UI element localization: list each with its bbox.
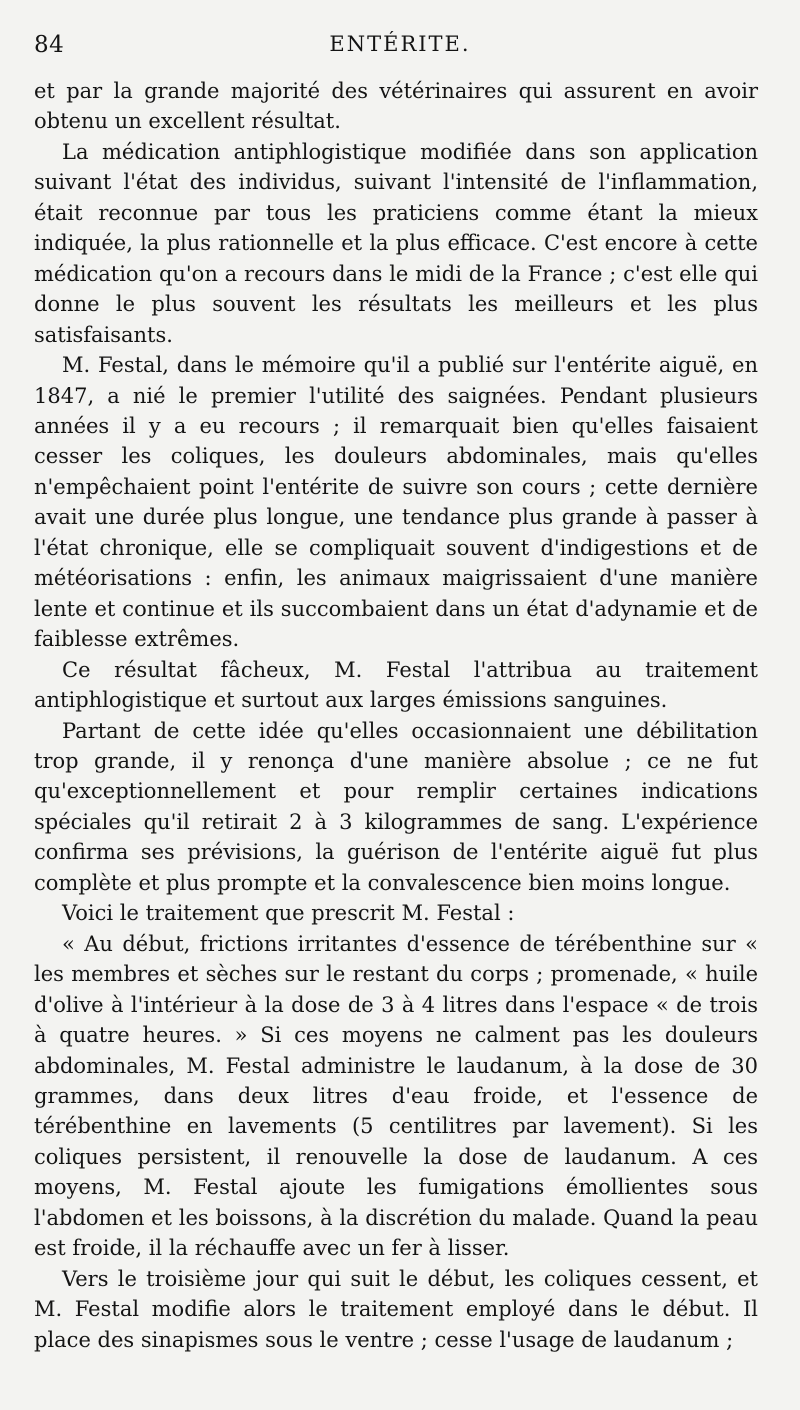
paragraph-treatment-intro: Voici le traitement que prescrit M. Festal : [62, 901, 515, 926]
paragraph-antiphlogistic-medication: La médication antiphlogistique modifiée dans son application suivant l'état des individus, suivant l'intensité de l'inflammation, était reconnue par tous les praticiens comme étant la mieux indiquée, la plus rationnelle et la plus efficace. C'est encore à cette médication qu'on a recours dans le midi de la France ; c'est elle qui donne le plus souvent les résultats les meilleurs et les plus satisfaisants. [34, 139, 758, 347]
paragraph-continuation: et par la grande majorité des vétérinaires qui assurent en avoir obtenu un excellent résultat. [34, 79, 758, 134]
page-header [34, 32, 766, 60]
page-number: 84 [34, 32, 65, 58]
paragraph-debilitation: Partant de cette idée qu'elles occasionnaient une débilitation trop grande, il y renonça d'une manière absolue ; ce ne fut qu'exceptionnellement et pour remplir certaines indications spéciales qu'il retirait 2 à 3 kilogrammes de sang. L'expérience confirma ses prévisions, la guérison de l'entérite aiguë fut plus complète et plus prompte et la convalescence bien moins longue. [34, 718, 758, 895]
paragraph-festal-memoir: M. Festal, dans le mémoire qu'il a publié sur l'entérite aiguë, en 1847, a nié le premier l'utilité des saignées. Pendant plusieurs années il y a eu recours ; il remarquait bien qu'elles faisaient cesser les coliques, les douleurs abdominales, mais qu'elles n'empêchaient point l'entérite de suivre son cours ; cette dernière avait une durée plus longue, une tendance plus grande à passer à l'état chronique, elle se compliquait souvent d'indigestions et de météorisations : enfin, les animaux maigrissaient d'une manière lente et continue et ils succombaient dans un état d'adynamie et de faiblesse extrêmes. [34, 353, 758, 652]
body-text [34, 76, 758, 1355]
paragraph-treatment-quote: « Au début, frictions irritantes d'essence de térébenthine sur « les membres et sèches sur le restant du corps ; promenade, « huile d'olive à l'intérieur à la dose de 3 à 4 litres dans l'espace « de trois à quatre heures. » Si ces moyens ne calment pas les douleurs abdominales, M. Festal administre le laudanum, à la dose de 30 grammes, dans deux litres d'eau froide, et l'essence de térébenthine en lavements (5 centilitres par lavement). Si les coliques persistent, il renouvelle la dose de laudanum. A ces moyens, M. Festal ajoute les fumigations émollientes sous l'abdomen et les boissons, à la discrétion du malade. Quand la peau est froide, il la réchauffe avec un fer à lisser. [34, 931, 758, 1261]
paragraph-third-day: Vers le troisième jour qui suit le début, les coliques cessent, et M. Festal modifie alors le traitement employé dans le début. Il place des sinapismes sous le ventre ; cesse l'usage de laudanum ; [34, 1266, 758, 1352]
paragraph-unfortunate-result: Ce résultat fâcheux, M. Festal l'attribua au traitement antiphlogistique et surtout aux larges émissions sanguines. [34, 657, 758, 713]
running-title: ENTÉRITE. [329, 32, 471, 56]
